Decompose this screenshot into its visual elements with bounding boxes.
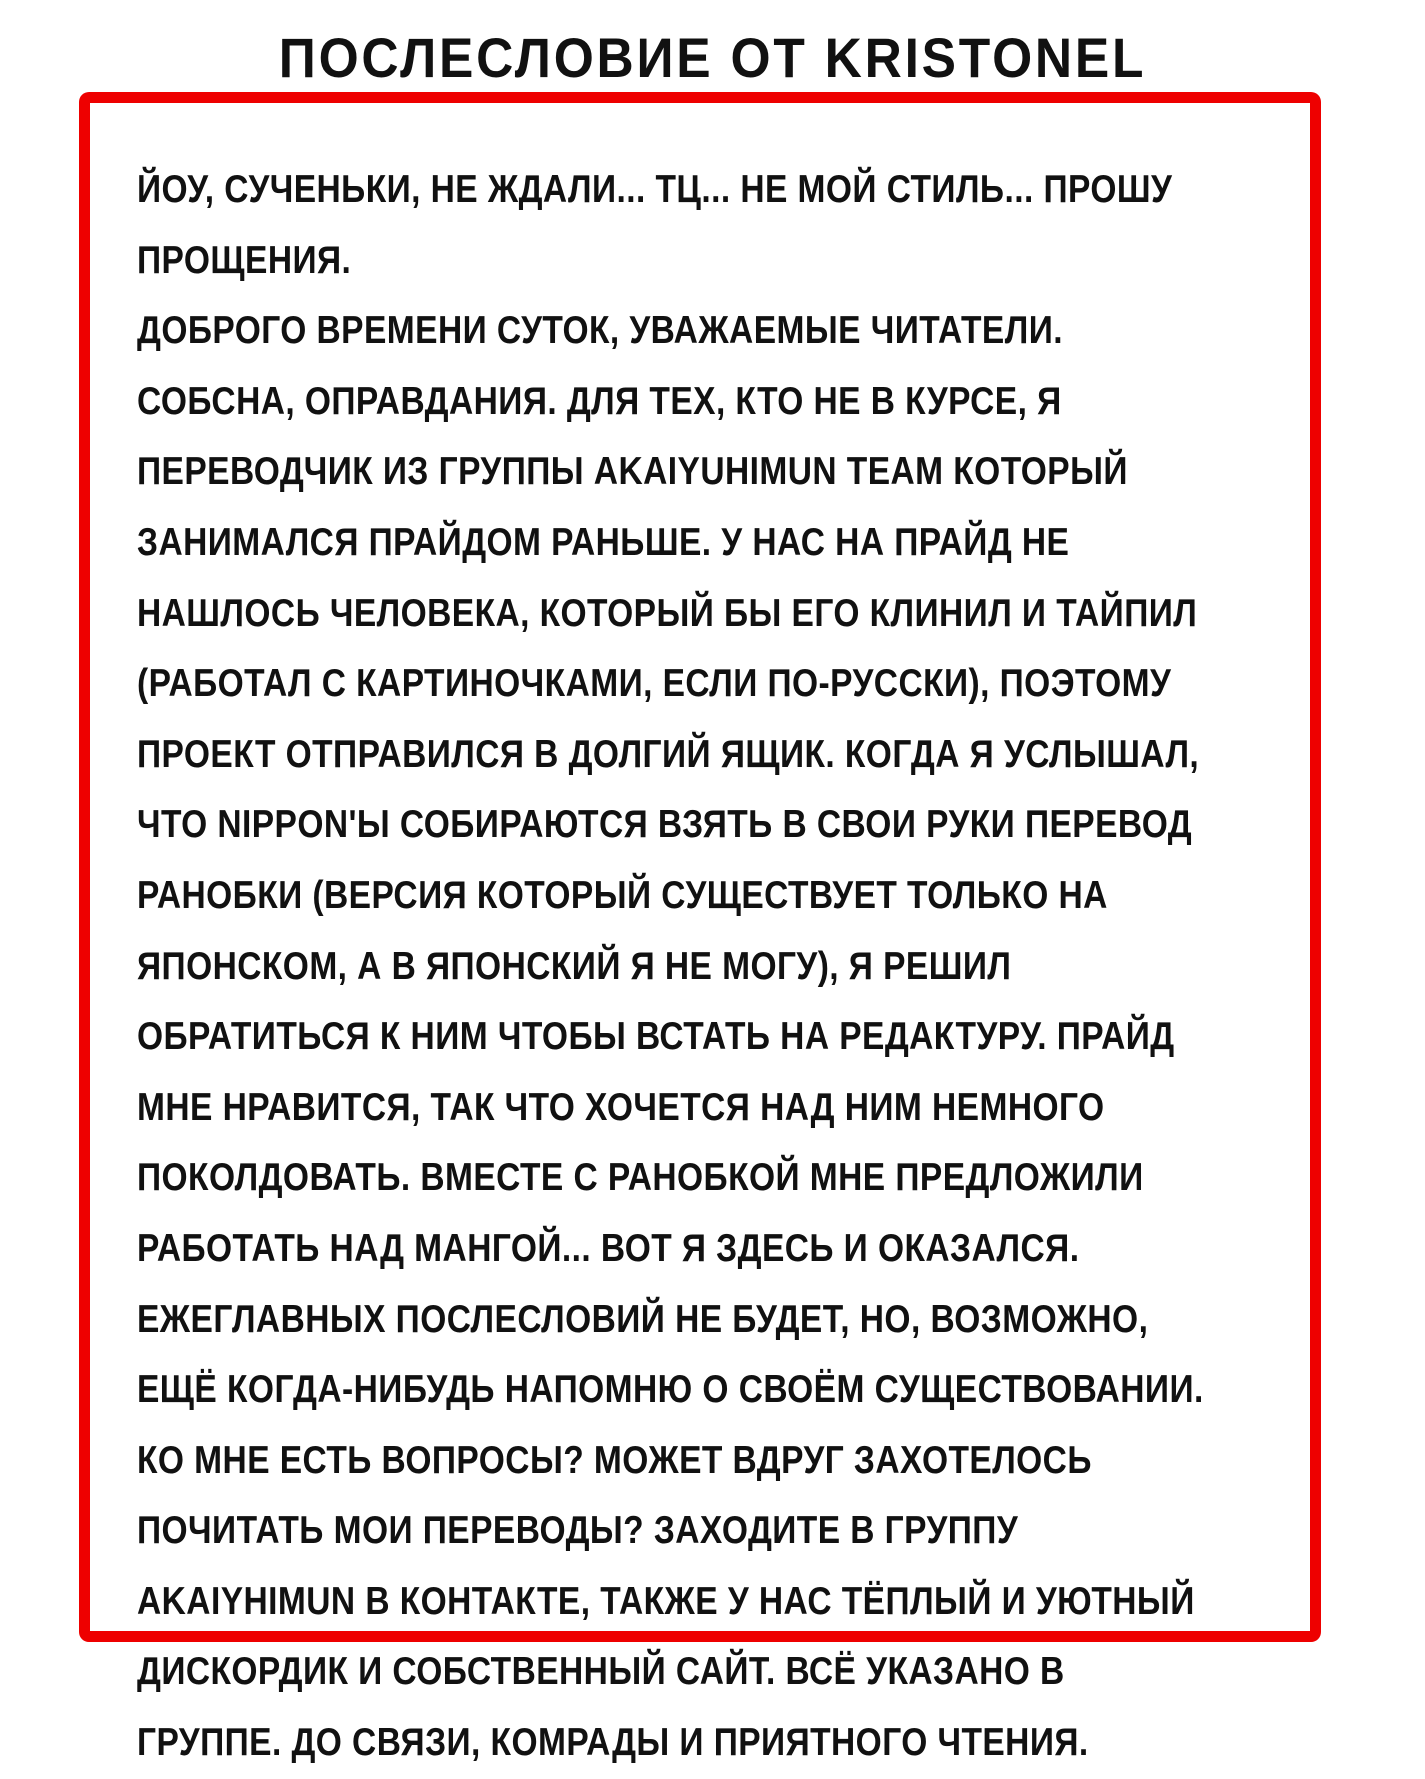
text-line: ЯПОНСКОМ, А В ЯПОНСКИЙ Я НЕ МОГУ), Я РЕШИЛ bbox=[137, 944, 1012, 988]
text-line: ПОКОЛДОВАТЬ. ВМЕСТЕ С РАНОБКОЙ МНЕ ПРЕДЛОЖИЛИ bbox=[137, 1156, 1144, 1200]
afterword-text bbox=[137, 155, 1297, 1779]
text-line: ЗАНИМАЛСЯ ПРАЙДОМ РАНЬШЕ. У НАС НА ПРАЙД НЕ bbox=[137, 520, 1070, 564]
text-line: ПРОЩЕНИЯ. bbox=[137, 238, 352, 282]
text-line: ДИСКОРДИК И СОБСТВЕННЫЙ САЙТ. ВСЁ УКАЗАНО В bbox=[137, 1650, 1065, 1694]
text-line: КО МНЕ ЕСТЬ ВОПРОСЫ? МОЖЕТ ВДРУГ ЗАХОТЕЛОСЬ bbox=[137, 1438, 1092, 1482]
text-line: МНЕ НРАВИТСЯ, ТАК ЧТО ХОЧЕТСЯ НАД НИМ НЕМНОГО bbox=[137, 1085, 1105, 1129]
text-line: ЧТО NIPPON'Ы СОБИРАЮТСЯ ВЗЯТЬ В СВОИ РУКИ ПЕРЕВОД bbox=[137, 803, 1193, 847]
text-line: ЕЖЕГЛАВНЫХ ПОСЛЕСЛОВИЙ НЕ БУДЕТ, НО, ВОЗМОЖНО, bbox=[137, 1297, 1149, 1341]
text-line: ОБРАТИТЬСЯ К НИМ ЧТОБЫ ВСТАТЬ НА РЕДАКТУРУ. ПРАЙД bbox=[137, 1015, 1175, 1059]
afterword-frame bbox=[79, 92, 1321, 1765]
text-line: РАБОТАТЬ НАД МАНГОЙ... ВОТ Я ЗДЕСЬ И ОКАЗАЛСЯ. bbox=[137, 1226, 1080, 1270]
text-line: ДОБРОГО ВРЕМЕНИ СУТОК, УВАЖАЕМЫЕ ЧИТАТЕЛИ. bbox=[137, 309, 1063, 353]
text-line: ЙОУ, СУЧЕНЬКИ, НЕ ЖДАЛИ... ТЦ... НЕ МОЙ СТИЛЬ... ПРОШУ bbox=[137, 168, 1173, 211]
text-line: AKAIYHIMUN В КОНТАКТЕ, ТАКЖЕ У НАС ТЁПЛЫЙ И УЮТНЫЙ bbox=[137, 1579, 1195, 1623]
text-line: ЕЩЁ КОГДА-НИБУДЬ НАПОМНЮ О СВОЁМ СУЩЕСТВОВАНИИ. bbox=[137, 1368, 1204, 1412]
text-line: СОБСНА, ОПРАВДАНИЯ. ДЛЯ ТЕХ, КТО НЕ В КУРСЕ, Я bbox=[137, 379, 1062, 423]
text-line: НАШЛОСЬ ЧЕЛОВЕКА, КОТОРЫЙ БЫ ЕГО КЛИНИЛ И ТАЙПИЛ bbox=[137, 591, 1198, 635]
text-line: ПЕРЕВОДЧИК ИЗ ГРУППЫ AKAIYUHIMUN TEAM КОТОРЫЙ bbox=[137, 450, 1128, 494]
text-line: РАНОБКИ (ВЕРСИЯ КОТОРЫЙ СУЩЕСТВУЕТ ТОЛЬКО НА bbox=[137, 873, 1108, 917]
text-line: ПРОЕКТ ОТПРАВИЛСЯ В ДОЛГИЙ ЯЩИК. КОГДА Я УСЛЫШАЛ, bbox=[137, 732, 1200, 776]
text-line: ГРУППЕ. ДО СВЯЗИ, КОМРАДЫ И ПРИЯТНОГО ЧТЕНИЯ. bbox=[137, 1721, 1089, 1765]
page-title: ПОСЛЕСЛОВИЕ ОТ KRISTONEL bbox=[278, 26, 1147, 89]
text-line: ПОЧИТАТЬ МОИ ПЕРЕВОДЫ? ЗАХОДИТЕ В ГРУППУ bbox=[137, 1509, 1019, 1553]
text-line: (РАБОТАЛ С КАРТИНОЧКАМИ, ЕСЛИ ПО-РУССКИ), ПОЭТОМУ bbox=[137, 662, 1172, 706]
